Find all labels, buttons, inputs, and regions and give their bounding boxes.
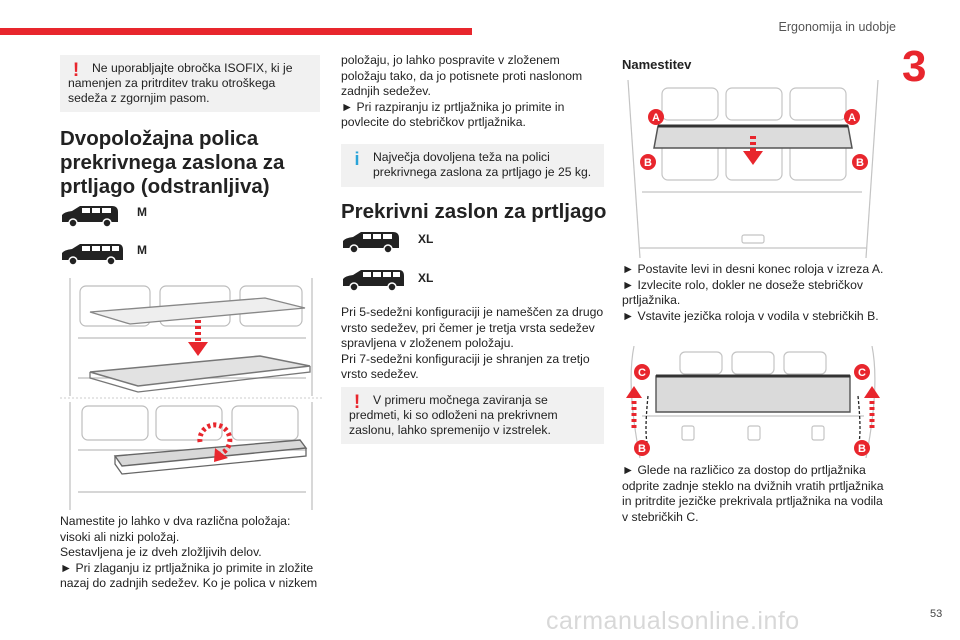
paragraph: Namestite jo lahko v dva različna položaja: visoki ali nizki položaj. [60,514,291,544]
parcel-shelf-illustration [60,278,322,510]
version-row-1 [60,204,147,233]
version-label: M [137,243,147,257]
info-text: Največja dovoljena teža na polici prekrivnega zaslona za prtljago je 25 kg. [373,150,592,179]
version-label: XL [418,271,434,285]
warning-note-isofix [60,55,320,112]
version-label: XL [418,232,434,246]
marker-label: B [638,443,646,455]
van-short-icon [341,230,403,254]
heading-luggage-cover: Prekrivni zaslon za prtljago [341,200,607,223]
col3-steps-2 [622,463,886,525]
marker-a-right [844,109,860,125]
paragraph: položaju, jo lahko pospravite v zloženem položaju tako, da jo potisnete proti naslonom zadnjih sedežev. [341,53,583,99]
marker-label: A [652,112,660,124]
warning-text: Ne uporabljajte obročka ISOFIX, ki je namenjen za pritrditev traku otroškega sedeža z zgornjim pasom. [68,61,293,105]
marker-c-left [634,364,650,380]
version-row-2 [60,242,147,271]
step: ► Vstavite jezička roloja v vodila v stebričkih B. [622,308,879,323]
step: ► Glede na različico za dostop do prtljažnika odprite zadnje steklo na dvižnih vratih prtljažnika in pritrdite jezičke prekrivala prtljažnika na vodila v stebričkih C. [622,463,884,524]
van-long-icon [60,242,126,266]
version-row-2 [341,268,434,297]
header-accent-bar [0,28,472,35]
col2-body-top [341,53,605,131]
marker-label: C [858,367,866,379]
luggage-cover-install-illustration [622,80,884,258]
warning-exclamation-icon: ! [72,60,80,81]
info-icon: i [354,149,360,169]
warning-note-braking [341,387,604,444]
marker-label: C [638,367,646,379]
marker-label: B [644,157,652,169]
marker-b-right [852,154,868,170]
marker-label: A [848,112,856,124]
van-short-icon [60,204,122,228]
paragraph: ► Pri razpiranju iz prtljažnika jo primite in povlecite do stebričkov prtljažnika. [341,99,565,130]
paragraph: Pri 5-sedežni konfiguraciji je nameščen za drugo vrsto sedežev, pri čemer je tretja vrsta sedežev spravljena v zloženem položaju. [341,305,604,351]
marker-b-right [854,440,870,456]
marker-label: B [858,443,866,455]
van-long-icon [341,268,407,292]
marker-c-right [854,364,870,380]
footer-watermark: carmanualsonline.info [546,607,800,635]
chapter-number: 3 [902,42,927,91]
version-row-1 [341,230,434,259]
col1-body [60,514,322,592]
col3-steps-1 [622,262,886,324]
luggage-cover-tailgate-illustration [622,346,884,458]
info-note-max-weight [341,144,604,187]
marker-b-left [640,154,656,170]
section-title: Ergonomija in udobje [778,20,896,34]
step: ► Postavite levi in desni konec roloja v izreza A. [622,262,884,276]
warning-text: V primeru močnega zaviranja se predmeti, ki so odloženi na prekrivnem zaslonu, lahko spremenijo v izstrelek. [349,393,558,437]
subheading-installation: Namestitev [622,57,692,72]
paragraph: Sestavljena je iz dveh zložljivih delov. [60,545,262,560]
step: ► Izvlecite rolo, dokler ne doseže stebričkov prtljažnika. [622,277,864,308]
paragraph: Pri 7-sedežni konfiguraciji je shranjen za tretjo vrsto sedežev. [341,351,590,382]
marker-label: B [856,157,864,169]
warning-exclamation-icon: ! [353,392,361,413]
heading-parcel-shelf: Dvopoložajna polica prekrivnega zaslona za prtljago (odstranljiva) [60,127,285,198]
page-number: 53 [930,608,943,620]
paragraph: ► Pri zlaganju iz prtljažnika jo primite in zložite nazaj do zadnjih sedežev. Ko je polica v nizkem [60,560,318,591]
marker-b-left [634,440,650,456]
col2-body-bottom [341,305,605,383]
version-label: M [137,205,147,219]
marker-a-left [648,109,664,125]
